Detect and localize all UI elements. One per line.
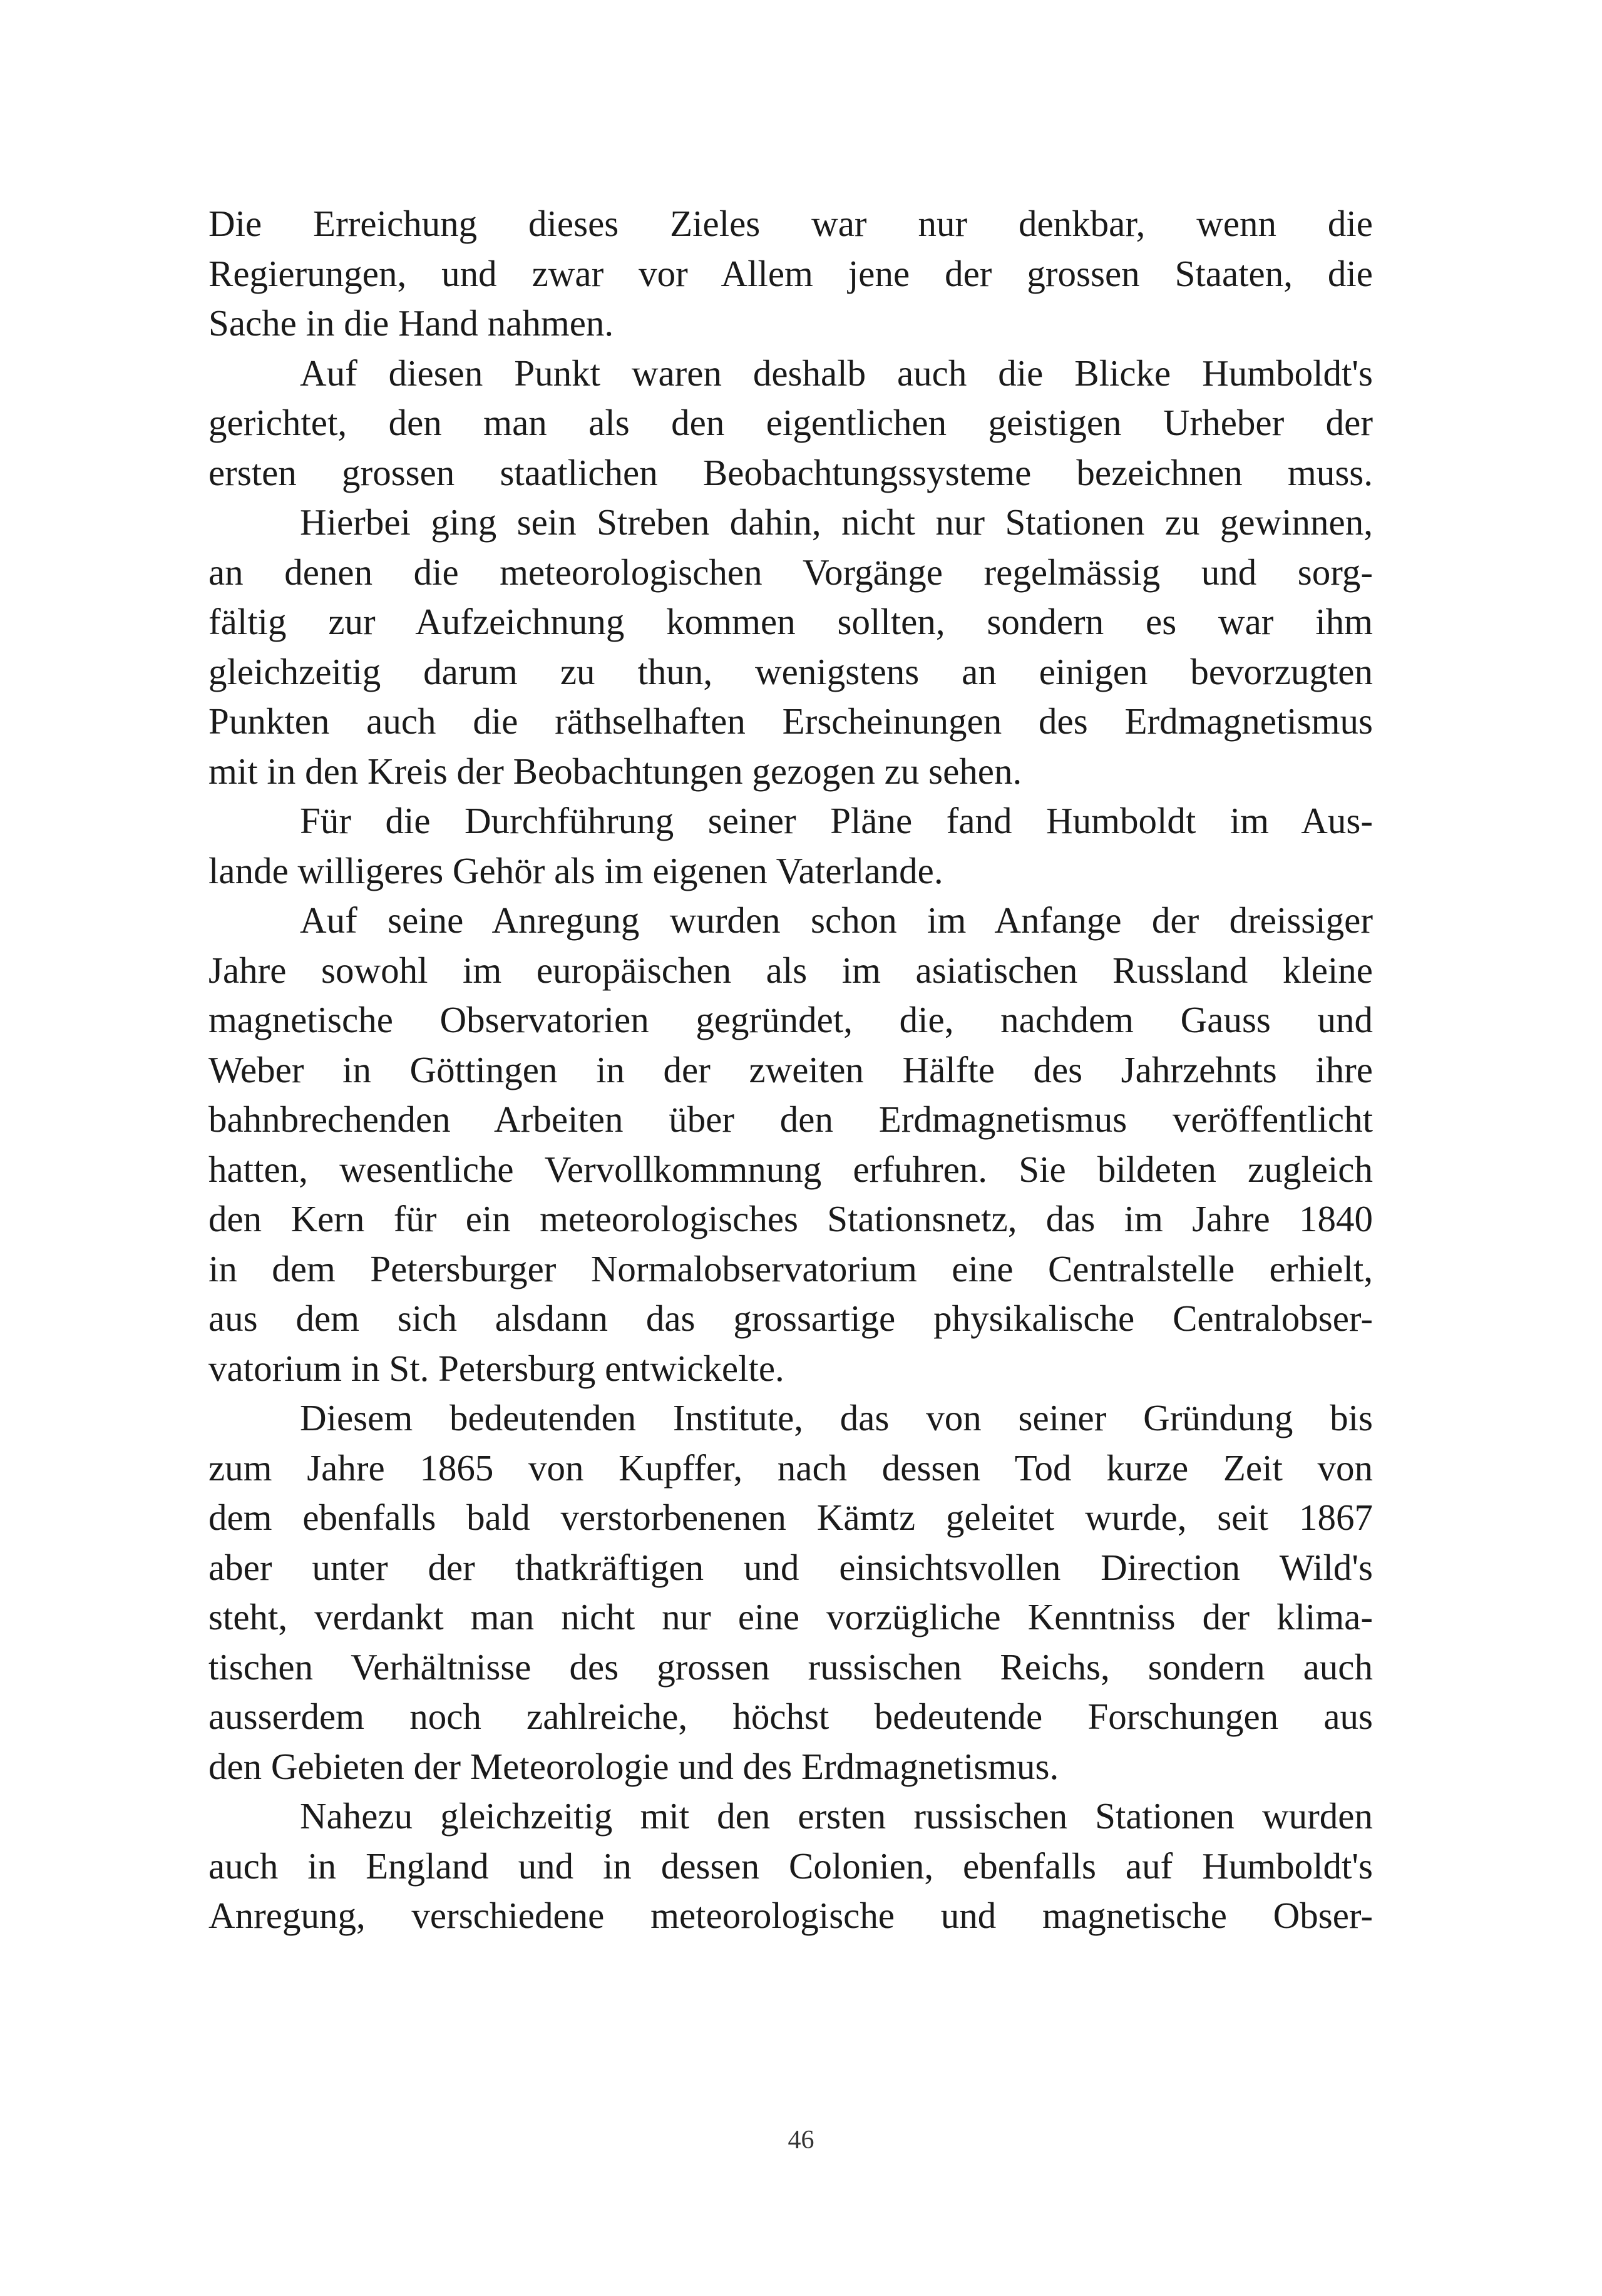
text-line: auch in England und in dessen Colonien, ebenfalls auf Humboldt's — [208, 1845, 1373, 1887]
text-line: hatten, wesentliche Vervollkommnung erfuhren. Sie bildeten zugleich — [208, 1148, 1373, 1190]
text-line: bahnbrechenden Arbeiten über den Erdmagnetismus veröffentlicht — [208, 1099, 1373, 1140]
page-number: 46 — [788, 2126, 814, 2155]
text-line: gleichzeitig darum zu thun, wenigstens an einigen bevorzugten — [208, 650, 1373, 692]
text-line: steht, verdankt man nicht nur eine vorzügliche Kenntniss der klima- — [208, 1596, 1373, 1637]
text-line: tischen Verhältnisse des grossen russischen Reichs, sondern auch — [208, 1646, 1373, 1688]
text-line: gerichtet, den man als den eigentlichen geistigen Urheber der — [208, 402, 1373, 443]
text-line: aus dem sich alsdann das grossartige physikalische Centralobser- — [208, 1298, 1373, 1339]
text-line: Nahezu gleichzeitig mit den ersten russischen Stationen wurden — [300, 1795, 1373, 1837]
text-line: ersten grossen staatlichen Beobachtungssysteme bezeichnen muss. — [208, 451, 1373, 493]
text-line: dem ebenfalls bald verstorbenenen Kämtz geleitet wurde, seit 1867 — [208, 1497, 1373, 1538]
text-line: ausserdem noch zahlreiche, höchst bedeutende Forschungen aus — [208, 1696, 1373, 1737]
text-line: vatorium in St. Petersburg entwickelte. — [208, 1347, 784, 1389]
text-line: Auf diesen Punkt waren deshalb auch die Blicke Humboldt's — [300, 352, 1373, 394]
text-line: mit in den Kreis der Beobachtungen gezogen zu sehen. — [208, 750, 1022, 792]
text-line: Auf seine Anregung wurden schon im Anfange der dreissiger — [300, 899, 1373, 941]
text-line: Diesem bedeutenden Institute, das von seiner Gründung bis — [300, 1397, 1373, 1438]
text-line: fältig zur Aufzeichnung kommen sollten, sondern es war ihm — [208, 601, 1373, 642]
text-line: lande willigeres Gehör als im eigenen Vaterlande. — [208, 849, 943, 891]
text-line: in dem Petersburger Normalobservatorium eine Centralstelle erhielt, — [208, 1248, 1373, 1289]
text-line: den Kern für ein meteorologisches Stationsnetz, das im Jahre 1840 — [208, 1198, 1373, 1239]
text-line: an denen die meteorologischen Vorgänge regelmässig und sorg- — [208, 551, 1373, 593]
text-line: Sache in die Hand nahmen. — [208, 302, 614, 344]
text-line: aber unter der thatkräftigen und einsichtsvollen Direction Wild's — [208, 1546, 1373, 1588]
text-line: Für die Durchführung seiner Pläne fand Humboldt im Aus- — [300, 800, 1373, 841]
text-line: Die Erreichung dieses Zieles war nur denkbar, wenn die — [208, 203, 1373, 244]
text-line: zum Jahre 1865 von Kupffer, nach dessen Tod kurze Zeit von — [208, 1447, 1373, 1489]
text-line: Regierungen, und zwar vor Allem jene der grossen Staaten, die — [208, 252, 1373, 294]
text-line: Weber in Göttingen in der zweiten Hälfte des Jahrzehnts ihre — [208, 1048, 1373, 1090]
text-line: Anregung, verschiedene meteorologische und magnetische Obser- — [208, 1895, 1373, 1936]
text-line: den Gebieten der Meteorologie und des Erdmagnetismus. — [208, 1745, 1059, 1787]
body-text — [208, 199, 1373, 1941]
text-line: magnetische Observatorien gegründet, die, nachdem Gauss und — [208, 999, 1373, 1040]
text-line: Hierbei ging sein Streben dahin, nicht nur Stationen zu gewinnen, — [300, 501, 1373, 543]
text-line: Punkten auch die räthselhaften Erscheinungen des Erdmagnetismus — [208, 700, 1373, 742]
text-line: Jahre sowohl im europäischen als im asiatischen Russland kleine — [208, 949, 1373, 991]
